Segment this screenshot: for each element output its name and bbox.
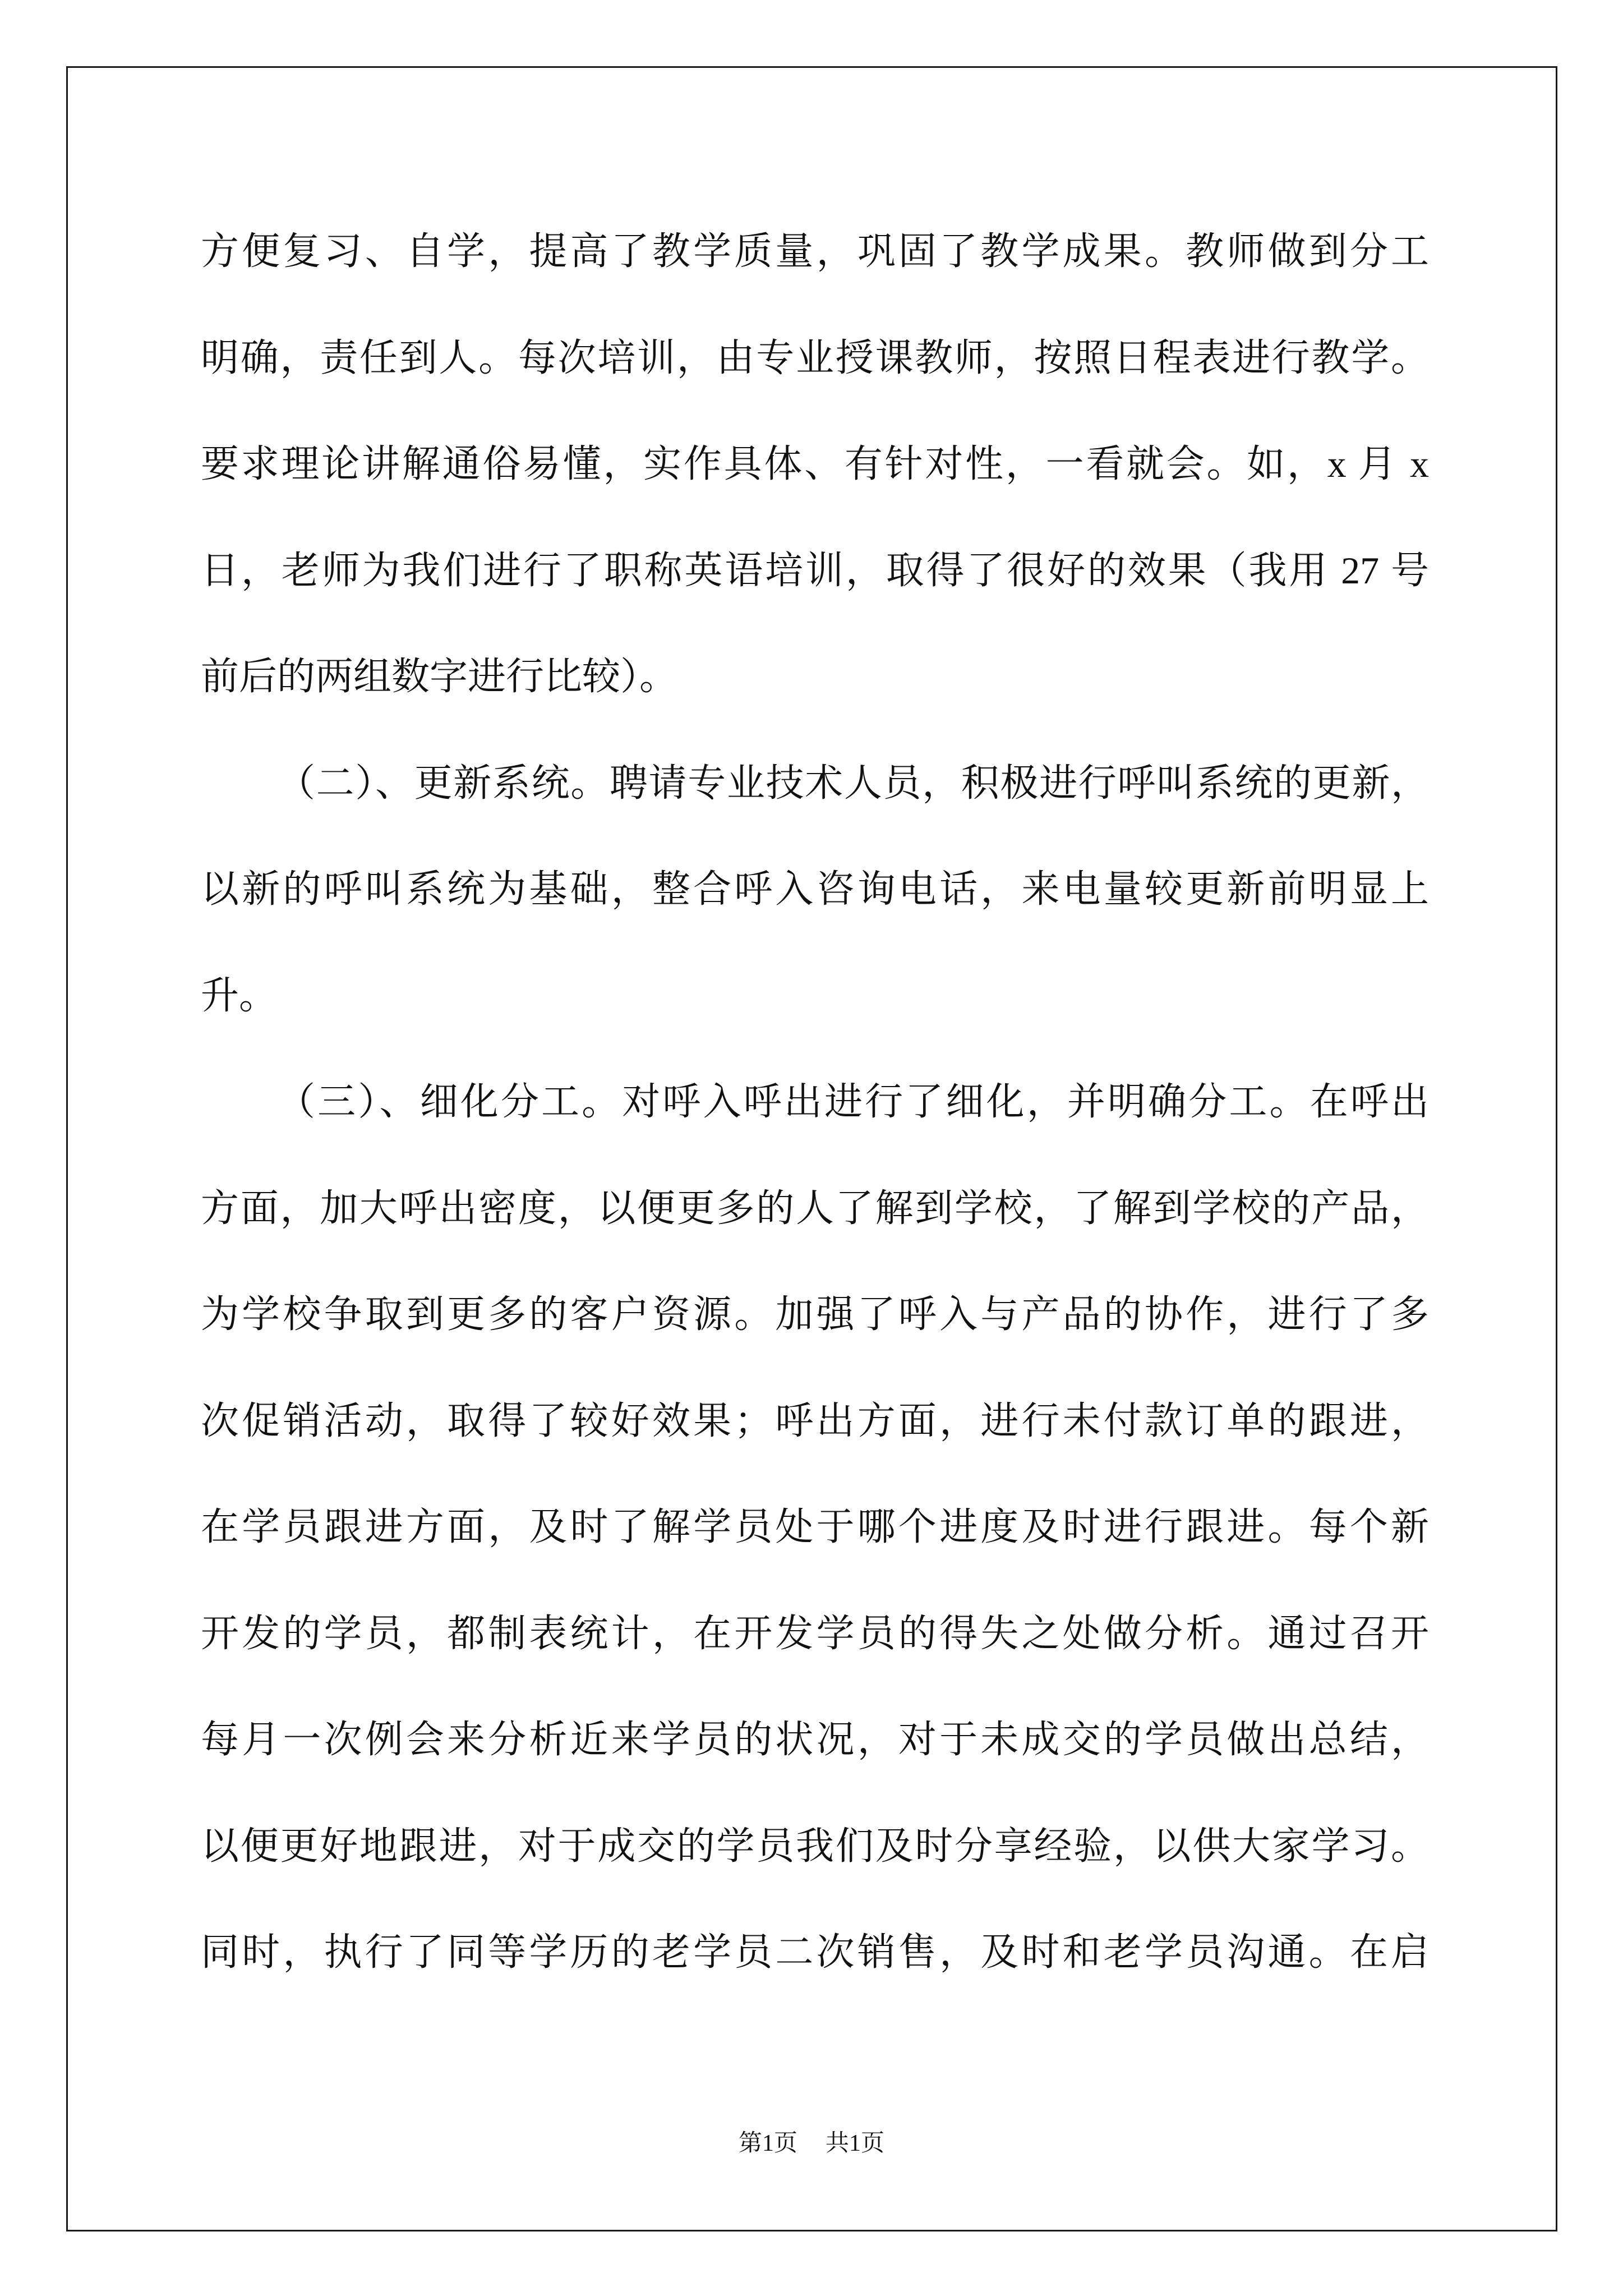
text-line: 要求理论讲解通俗易懂，实作具体、有针对性，一看就会。如，x 月 x (201, 443, 1429, 485)
page-footer (0, 2129, 1623, 2157)
text-line: 以便更好地跟进，对于成交的学员我们及时分享经验，以供大家学习。 (201, 1824, 1429, 1867)
text-line: 方面，加大呼出密度，以便更多的人了解到学校，了解到学校的产品， (201, 1186, 1429, 1230)
text-line: 在学员跟进方面，及时了解学员处于哪个进度及时进行跟进。每个新 (201, 1506, 1429, 1548)
text-line: 方便复习、自学，提高了教学质量，巩固了教学成果。教师做到分工 (201, 230, 1429, 273)
page-total: 共1页 (826, 2131, 885, 2156)
text-line: 明确，责任到人。每次培训，由专业授课教师，按照日程表进行教学。 (201, 336, 1429, 379)
text-line: 次促销活动，取得了较好效果；呼出方面，进行未付款订单的跟进， (201, 1399, 1429, 1442)
text-line: 同时，执行了同等学历的老学员二次销售，及时和老学员沟通。在启 (201, 1931, 1429, 1973)
text-line: 前后的两组数字进行比较）。 (201, 655, 678, 698)
text-line: （二）、更新系统。聘请专业技术人员，积极进行呼叫系统的更新， (277, 761, 1429, 804)
page-number: 第1页 (738, 2131, 797, 2156)
text-line: 以新的呼叫系统为基础，整合呼入咨询电话，来电量较更新前明显上 (201, 868, 1429, 910)
document-body (201, 199, 1429, 2006)
text-line: 每月一次例会来分析近来学员的状况，对于未成交的学员做出总结， (201, 1718, 1429, 1761)
text-line: （三）、细化分工。对呼入呼出进行了细化，并明确分工。在呼出 (277, 1080, 1429, 1123)
text-line: 为学校争取到更多的客户资源。加强了呼入与产品的协作，进行了多 (201, 1293, 1429, 1336)
text-line: 升。 (201, 974, 278, 1017)
text-line: 开发的学员，都制表统计，在开发学员的得失之处做分析。通过召开 (201, 1612, 1429, 1655)
text-line: 日，老师为我们进行了职称英语培训，取得了很好的效果（我用 27 号 (201, 549, 1429, 592)
